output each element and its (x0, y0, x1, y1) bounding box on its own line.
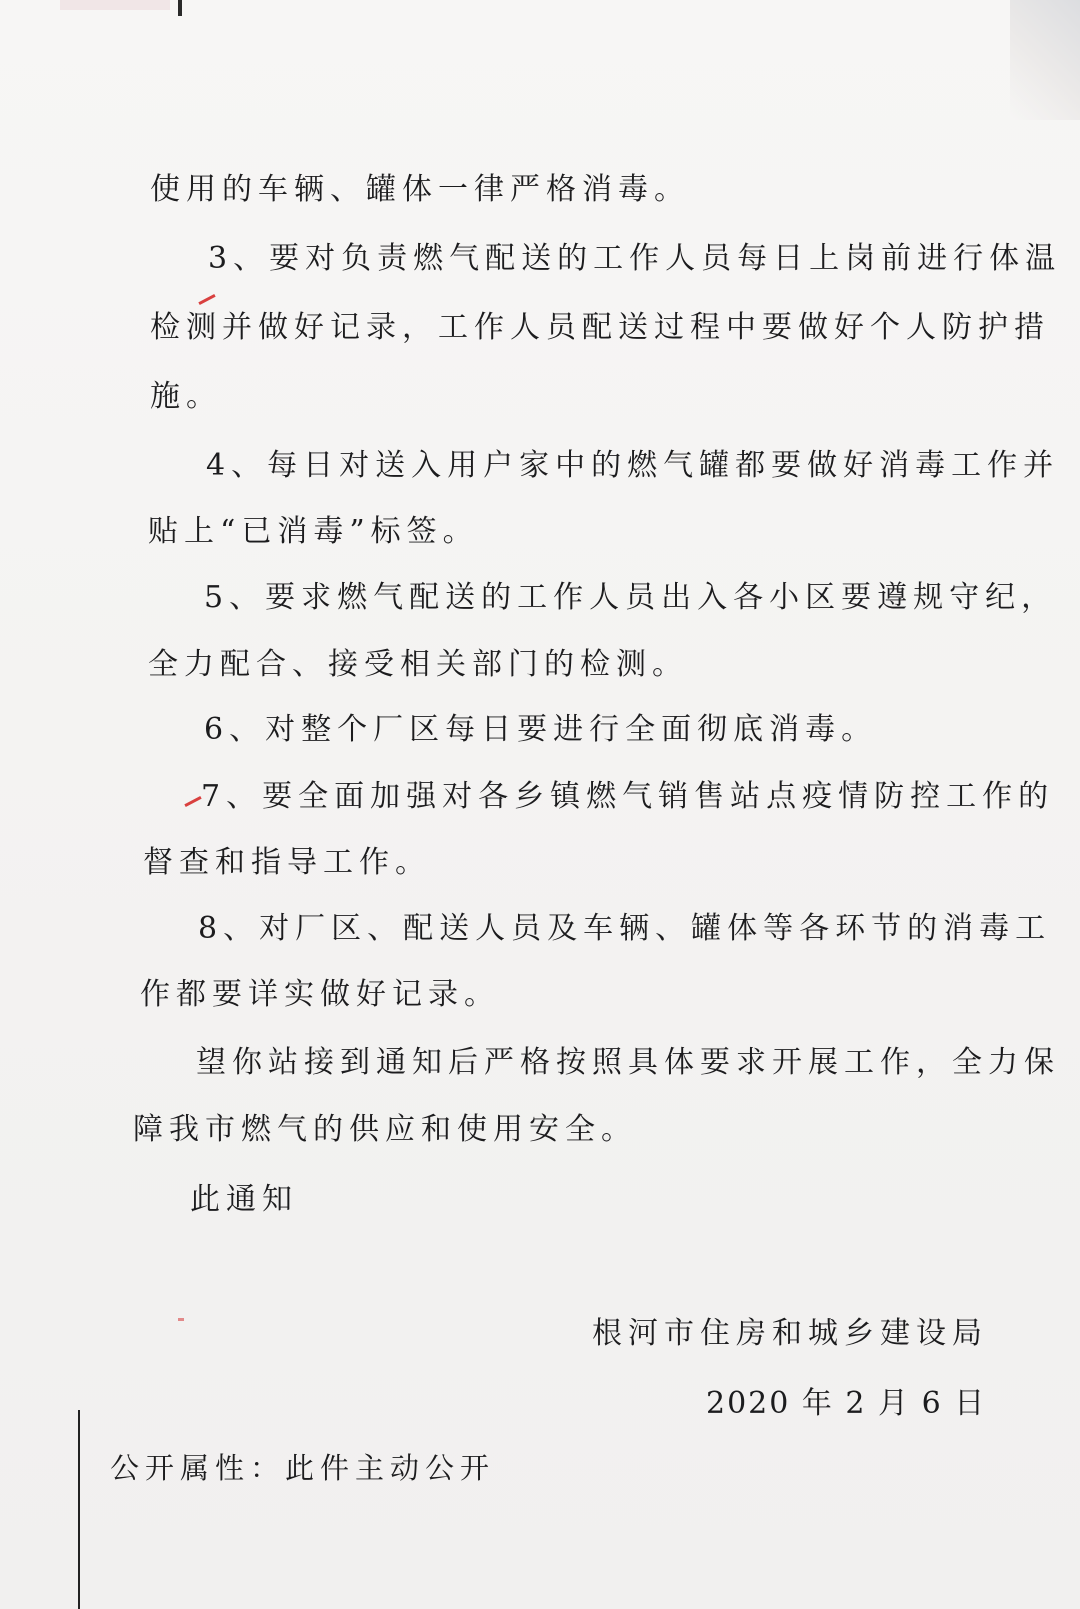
body-line-10: 7、要全面加强对各乡镇燃气销售站点疫情防控工作的 (201, 779, 1055, 814)
body-line-13: 作都要详实做好记录。 (140, 977, 500, 1012)
body-line-14: 望你站接到通知后严格按照具体要求开展工作，全力保 (196, 1045, 1060, 1080)
binding-mark (178, 0, 182, 16)
red-dot-mark (178, 1318, 184, 1321)
body-line-8: 全力配合、接受相关部门的检测。 (148, 647, 688, 682)
body-line-15: 障我市燃气的供应和使用安全。 (133, 1112, 637, 1147)
red-pen-mark (198, 294, 215, 305)
body-line-12: 8、对厂区、配送人员及车辆、罐体等各环节的消毒工 (198, 911, 1052, 946)
issuer-name: 根河市住房和城乡建设局 (592, 1316, 988, 1351)
body-line-1: 使用的车辆、罐体一律严格消毒。 (150, 172, 690, 207)
disclosure-note: 公开属性：此件主动公开 (110, 1451, 496, 1485)
body-line-4: 施。 (150, 379, 222, 414)
scan-shadow (1010, 0, 1080, 120)
red-pen-mark (184, 796, 201, 807)
body-line-6: 贴上“已消毒”标签。 (148, 514, 479, 549)
body-line-9: 6、对整个厂区每日要进行全面彻底消毒。 (204, 712, 878, 747)
body-line-11: 督查和指导工作。 (143, 845, 431, 880)
body-line-2: 3、要对负责燃气配送的工作人员每日上岗前进行体温 (208, 241, 1062, 276)
margin-rule (78, 1410, 80, 1609)
issue-date: 2020 年 2 月 6 日 (706, 1386, 987, 1421)
body-line-7: 5、要求燃气配送的工作人员出入各小区要遵规守纪， (204, 580, 1058, 615)
smudge-mark (60, 0, 170, 10)
body-line-5: 4、每日对送入用户家中的燃气罐都要做好消毒工作并 (206, 448, 1060, 483)
closing-line: 此通知 (190, 1182, 298, 1217)
body-line-3: 检测并做好记录，工作人员配送过程中要做好个人防护措 (150, 310, 1050, 345)
